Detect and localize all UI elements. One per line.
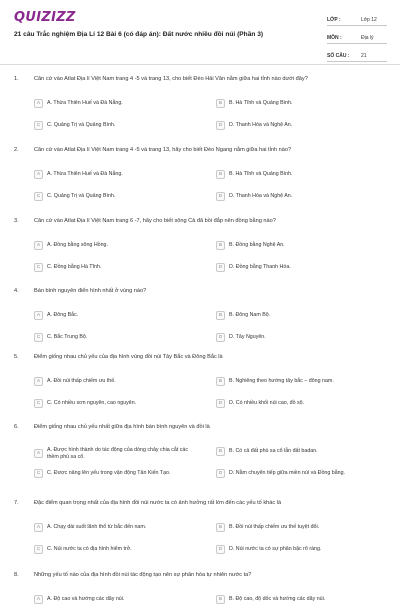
question-number: 5.: [14, 354, 19, 360]
option-text: B. Đông Nam Bộ.: [229, 312, 271, 319]
page-title: 21 câu Trắc nghiệm Địa Lí 12 Bài 6 (có đáp án): Đất nước nhiều đồi núi (Phần 3): [14, 31, 264, 38]
answer-option-b[interactable]: [216, 377, 386, 386]
answer-option-a[interactable]: [34, 311, 194, 320]
quizizz-logo: QUIZIZZ: [14, 10, 76, 25]
worksheet-meta: [327, 14, 387, 68]
answer-option-d[interactable]: [216, 192, 386, 201]
option-letter-box: B: [216, 99, 225, 108]
meta-label: SỐ CÂU :: [327, 52, 350, 59]
answer-option-b[interactable]: [216, 311, 386, 320]
question-number: 4.: [14, 288, 19, 294]
question-text: Căn cứ vào Atlat Địa lí Việt Nam trang 4 -5 và trang 13, cho biết Đèo Hải Vân nằm giữa hai tỉnh nào dưới đây?: [34, 76, 308, 82]
option-text: C. Đồng bằng Hà Tĩnh.: [47, 264, 102, 271]
answer-option-a[interactable]: [34, 99, 194, 108]
option-text: C. Bắc Trung Bộ.: [47, 334, 88, 341]
answer-option-d[interactable]: [216, 121, 386, 130]
answer-option-c[interactable]: [34, 469, 194, 478]
question-number: 7.: [14, 500, 19, 506]
option-text: B. Đồng bằng Nghệ An.: [229, 242, 285, 249]
answer-option-b[interactable]: [216, 99, 386, 108]
option-letter-box: B: [216, 170, 225, 179]
option-text: A. Độ cao và hướng các dãy núi.: [47, 596, 125, 603]
question-text: Điểm giống nhau chủ yếu nhất giữa địa hình bán bình nguyên và đồi là: [34, 424, 210, 430]
option-letter-box: C: [34, 545, 43, 554]
answer-option-a[interactable]: [34, 170, 194, 179]
option-letter-box: A: [34, 377, 43, 386]
option-text: B. Hà Tĩnh và Quảng Bình.: [229, 171, 293, 178]
answer-option-c[interactable]: [34, 545, 194, 554]
meta-row-class: [327, 14, 387, 26]
option-letter-box: D: [216, 469, 225, 478]
option-text: B. Độ cao, độ dốc và hướng các dãy núi.: [229, 596, 326, 603]
option-text: B. Hà Tĩnh và Quảng Bình.: [229, 100, 293, 107]
answer-option-d[interactable]: [216, 333, 386, 342]
option-letter-box: D: [216, 545, 225, 554]
meta-label: MÔN :: [327, 34, 342, 41]
option-text: D. Thanh Hóa và Nghệ An.: [229, 193, 293, 200]
answer-option-a[interactable]: [34, 523, 194, 532]
option-letter-box: B: [216, 241, 225, 250]
option-letter-box: C: [34, 333, 43, 342]
option-text: A. Đồi núi thấp chiếm ưu thế.: [47, 378, 116, 385]
option-text: B. Có cả đất phù sa cổ lẫn đất badan.: [229, 448, 318, 455]
option-letter-box: A: [34, 449, 43, 458]
option-text: D. Tây Nguyên.: [229, 334, 266, 341]
option-letter-box: A: [34, 595, 43, 604]
option-letter-box: D: [216, 399, 225, 408]
option-text: B. Nghiêng theo hướng tây bắc – đông nam.: [229, 378, 334, 385]
question-text: Bán bình nguyên điển hình nhất ở vùng nào?: [34, 288, 147, 294]
option-text: A. Được hình thành do tác động của dòng chảy chia cắt các thềm phù sa cổ.: [47, 447, 189, 460]
meta-row-count: [327, 50, 387, 62]
meta-row-subject: [327, 32, 387, 44]
question-number: 3.: [14, 218, 19, 224]
answer-option-c[interactable]: [34, 399, 194, 408]
answer-option-d[interactable]: [216, 545, 386, 554]
option-text: C. Quảng Trị và Quảng Bình.: [47, 193, 116, 200]
option-letter-box: B: [216, 523, 225, 532]
answer-option-b[interactable]: [216, 447, 386, 456]
header-divider: [0, 64, 400, 65]
option-text: B. Đồi núi thấp chiếm ưu thế tuyệt đối.: [229, 524, 320, 531]
answer-option-d[interactable]: [216, 469, 386, 478]
answer-option-d[interactable]: [216, 399, 386, 408]
meta-value: 21: [361, 52, 367, 59]
option-text: D. Núi nước ta có sự phân bậc rõ ràng.: [229, 546, 322, 553]
option-letter-box: C: [34, 399, 43, 408]
answer-option-a[interactable]: [34, 241, 194, 250]
option-letter-box: A: [34, 311, 43, 320]
option-letter-box: A: [34, 99, 43, 108]
question-number: 8.: [14, 572, 19, 578]
answer-option-c[interactable]: [34, 333, 194, 342]
option-letter-box: B: [216, 595, 225, 604]
answer-option-c[interactable]: [34, 192, 194, 201]
option-letter-box: C: [34, 469, 43, 478]
option-text: C. Núi nước ta có địa hình hiểm trở.: [47, 546, 132, 553]
meta-label: LỚP :: [327, 16, 341, 23]
question-number: 2.: [14, 147, 19, 153]
answer-option-d[interactable]: [216, 263, 386, 272]
option-text: C. Quảng Trị và Quảng Bình.: [47, 122, 116, 129]
answer-option-c[interactable]: [34, 121, 194, 130]
question-text: Đặc điểm quan trọng nhất của địa hình đồi núi nước ta có ảnh hưởng rất lớn đến các yếu tố khác là: [34, 500, 282, 506]
question-text: Căn cứ vào Atlat Địa lí Việt Nam trang 6 -7, hãy cho biết sông Cả đã bồi đắp nên đồng bằng nào?: [34, 218, 276, 224]
option-letter-box: C: [34, 121, 43, 130]
meta-value: Địa lý: [361, 34, 374, 41]
answer-option-c[interactable]: [34, 263, 194, 272]
option-letter-box: C: [34, 192, 43, 201]
option-text: A. Đồng bằng sông Hồng.: [47, 242, 108, 249]
option-letter-box: D: [216, 333, 225, 342]
answer-option-a[interactable]: [34, 447, 194, 460]
question-text: Căn cứ vào Atlat Địa lí Việt Nam trang 4 -5 và trang 13, hãy cho biết Đèo Ngang nằm giữa hai tỉnh nào?: [34, 147, 292, 153]
option-text: A. Chạy dài suốt lãnh thổ từ bắc đến nam.: [47, 524, 147, 531]
option-letter-box: A: [34, 241, 43, 250]
option-text: D. Thanh Hóa và Nghệ An.: [229, 122, 293, 129]
option-letter-box: B: [216, 447, 225, 456]
option-letter-box: C: [34, 263, 43, 272]
option-text: A. Thừa Thiên Huế và Đà Nẵng.: [47, 100, 123, 107]
option-letter-box: B: [216, 311, 225, 320]
meta-value: Lớp 12: [361, 16, 377, 23]
option-letter-box: A: [34, 170, 43, 179]
question-text: Điểm giống nhau chủ yếu của địa hình vùng đồi núi Tây Bắc và Đông Bắc là: [34, 354, 223, 360]
option-text: D. Có nhiều khối núi cao, đồ sộ.: [229, 400, 305, 407]
option-text: C. Có nhiều sơn nguyên, cao nguyên.: [47, 400, 137, 407]
option-text: A. Thừa Thiên Huế và Đà Nẵng.: [47, 171, 123, 178]
answer-option-a[interactable]: [34, 377, 194, 386]
option-letter-box: D: [216, 192, 225, 201]
option-text: C. Được nâng lên yếu trong vận động Tân Kiến Tạo.: [47, 470, 171, 477]
option-letter-box: A: [34, 523, 43, 532]
option-letter-box: D: [216, 121, 225, 130]
answer-option-b[interactable]: [216, 241, 386, 250]
answer-option-b[interactable]: [216, 523, 386, 532]
option-letter-box: B: [216, 377, 225, 386]
answer-option-b[interactable]: [216, 170, 386, 179]
option-text: A. Đông Bắc.: [47, 312, 79, 319]
option-text: D. Đồng bằng Thanh Hóa.: [229, 264, 291, 271]
option-text: D. Nằm chuyển tiếp giữa miền núi và Đồng bằng.: [229, 470, 346, 477]
question-number: 6.: [14, 424, 19, 430]
question-number: 1.: [14, 76, 19, 82]
option-letter-box: D: [216, 263, 225, 272]
question-text: Những yếu tố nào của địa hình đồi núi tác động tạo nên sự phân hóa tự nhiên nước ta?: [34, 572, 252, 578]
